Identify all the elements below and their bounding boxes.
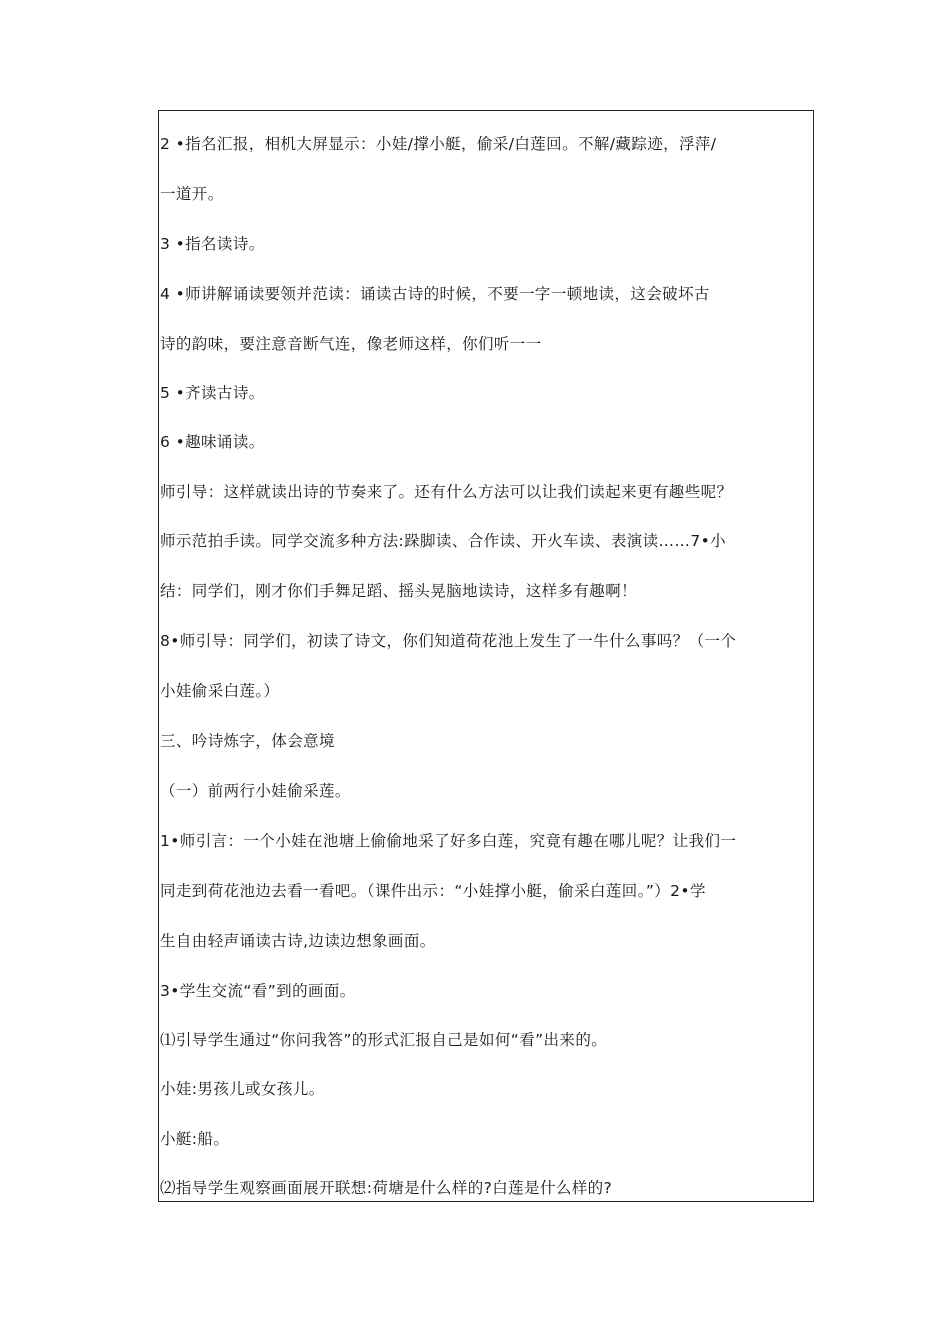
text-line: 3 •指名读诗。 (160, 235, 265, 253)
text-line: 5 •齐读古诗。 (160, 384, 265, 402)
text-line: 师示范拍手读。同学交流多种方法:跺脚读、合作读、开火车读、表演读……7•小 (160, 532, 727, 550)
section-heading: 三、吟诗炼字，体会意境 (160, 732, 335, 750)
text-line: 同走到荷花池边去看一看吧。（课件出示：“小娃撑小艇，偷采白莲回。”）2•学 (160, 882, 706, 900)
text-line: 1•师引言：一个小娃在池塘上偷偷地采了好多白莲，究竟有趣在哪儿呢？让我们一 (160, 832, 737, 850)
text-line: ⑴引导学生通过“你问我答”的形式汇报自己是如何“看”出来的。 (160, 1031, 608, 1049)
text-line: ⑵指导学生观察画面展开联想:荷塘是什么样的?白莲是什么样的? (160, 1179, 613, 1197)
text-line: 8•师引导：同学们，初读了诗文，你们知道荷花池上发生了一牛什么事吗？（一个 (160, 632, 737, 650)
text-line: 3•学生交流“看”到的画面。 (160, 982, 356, 1000)
text-line: 生自由轻声诵读古诗,边读边想象画面。 (160, 932, 436, 950)
text-line: 小娃:男孩儿或女孩儿。 (160, 1080, 325, 1098)
text-line: 4 •师讲解诵读要领并范读：诵读古诗的时候，不要一字一顿地读，这会破坏古 (160, 285, 710, 303)
text-line: 小艇:船。 (160, 1130, 230, 1148)
text-line: 诗的韵味，要注意音断气连，像老师这样，你们听一一 (160, 335, 542, 353)
text-line: 小娃偷采白莲。） (160, 682, 280, 700)
text-line: 一道开。 (160, 185, 224, 203)
text-line: 2 •指名汇报，相机大屏显示：小娃/撑小艇，偷采/白莲回。不解/藏踪迹，浮萍/ (160, 135, 717, 153)
text-line: 师引导：这样就读出诗的节奏来了。还有什么方法可以让我们读起来更有趣些呢？ (160, 483, 733, 501)
text-line: 结：同学们，刚才你们手舞足蹈、摇头晃脑地读诗，这样多有趣啊！ (160, 582, 638, 600)
subsection-heading: （一）前两行小娃偷采莲。 (160, 782, 351, 800)
text-line: 6 •趣味诵读。 (160, 433, 265, 451)
